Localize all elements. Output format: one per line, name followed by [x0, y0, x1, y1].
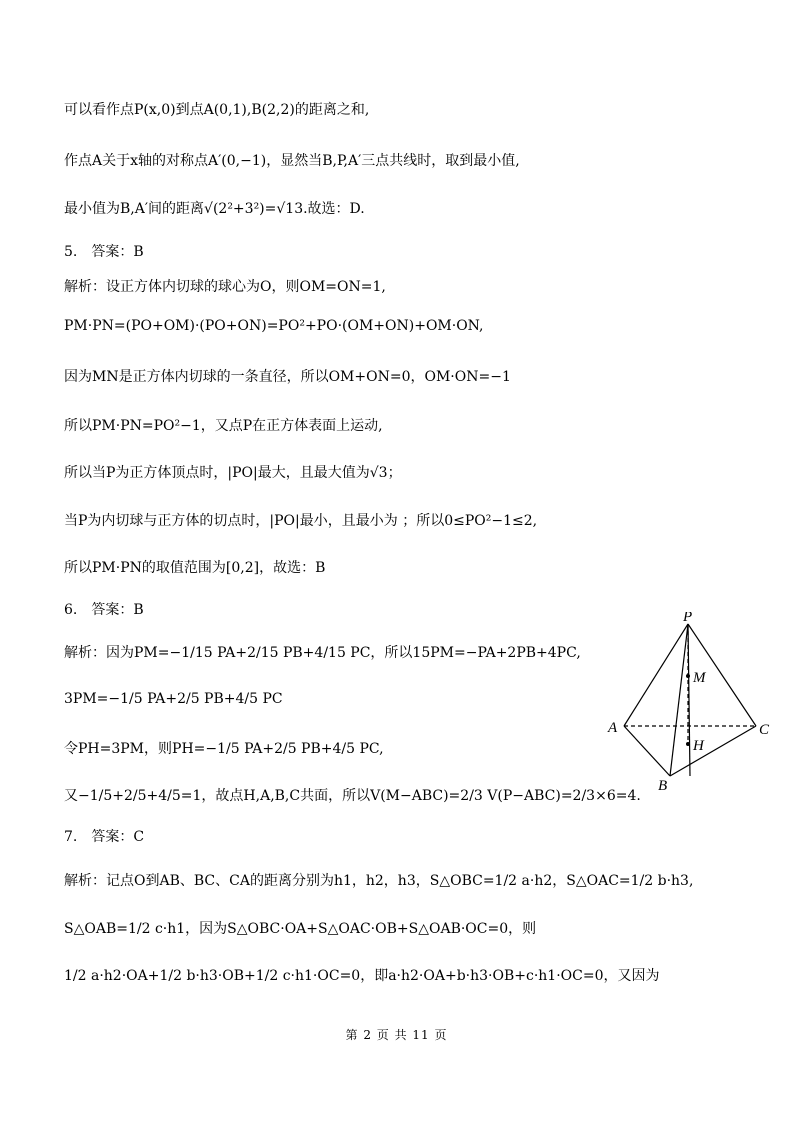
label-c: C	[759, 722, 770, 738]
text-line: 可以看作点P(x,0)到点A(0,1),B(2,2)的距离之和,	[64, 102, 370, 118]
formula-line: 又−1/5+2/5+4/5=1，故点H,A,B,C共面，所以V(M−ABC)=2/3 V(P−ABC)=2/3×6=4.	[64, 788, 641, 804]
label-p: P	[683, 612, 693, 625]
page-footer: 第 2 页 共 11 页	[345, 1028, 448, 1042]
text-line: 当P为内切球与正方体的切点时，|PO|最小，且最小为 ；所以0≤PO²−1≤2,	[64, 513, 538, 529]
text-line: 所以PM·PN的取值范围为[0,2]，故选：B	[64, 560, 326, 576]
text-line: 因为MN是正方体内切球的一条直径，所以OM+ON=0，OM·ON=−1	[64, 369, 511, 385]
point-h	[686, 742, 690, 746]
formula-line: 解析：记点O到AB、BC、CA的距离分别为h1，h2，h3，S△OBC=1/2 a·h2，S△OAC=1/2 b·h3,	[64, 873, 694, 889]
formula-line: 1/2 a·h2·OA+1/2 b·h3·OB+1/2 c·h1·OC=0，即a·h2·OA+b·h3·OB+c·h1·OC=0，又因为	[64, 968, 660, 984]
text-line: 所以当P为正方体顶点时，|PO|最大，且最大值为√3；	[64, 465, 402, 481]
point-m	[686, 674, 690, 678]
edge-pa	[624, 624, 688, 726]
formula-line: 解析：因为PM=−1/15 PA+2/15 PB+4/15 PC，所以15PM=−PA+2PB+4PC,	[64, 645, 581, 661]
label-h: H	[693, 738, 704, 754]
text-line: 解析：设正方体内切球的球心为O，则OM=ON=1,	[64, 279, 386, 295]
tetrahedron-figure	[604, 612, 784, 792]
formula-line: 令PH=3PM，则PH=−1/5 PA+2/5 PB+4/5 PC,	[64, 741, 384, 757]
formula-line: 3PM=−1/5 PA+2/5 PB+4/5 PC	[64, 691, 283, 707]
label-m: M	[693, 670, 706, 686]
text-line: 所以PM·PN=PO²−1，又点P在正方体表面上运动,	[64, 418, 383, 434]
text-line: 作点A关于x轴的对称点A′(0,−1)，显然当B,P,A′三点共线时，取到最小值,	[64, 153, 520, 169]
label-b: B	[658, 778, 668, 792]
text-line: 最小值为B,A′间的距离√(2²+3²)=√13.故选：D.	[64, 201, 365, 217]
answer-heading: 5. 答案：B	[64, 244, 144, 260]
answer-heading: 7. 答案：C	[64, 829, 145, 845]
label-a: A	[608, 720, 618, 736]
edge-ab	[624, 726, 670, 776]
edge-bc	[670, 726, 756, 776]
answer-heading: 6. 答案：B	[64, 602, 144, 618]
line-ph	[670, 624, 688, 776]
formula-line: S△OAB=1/2 c·h1，因为S△OBC·OA+S△OAC·OB+S△OAB·OC=0，则	[64, 921, 537, 937]
formula-line: PM·PN=(PO+OM)·(PO+ON)=PO²+PO·(OM+ON)+OM·ON,	[64, 318, 484, 334]
